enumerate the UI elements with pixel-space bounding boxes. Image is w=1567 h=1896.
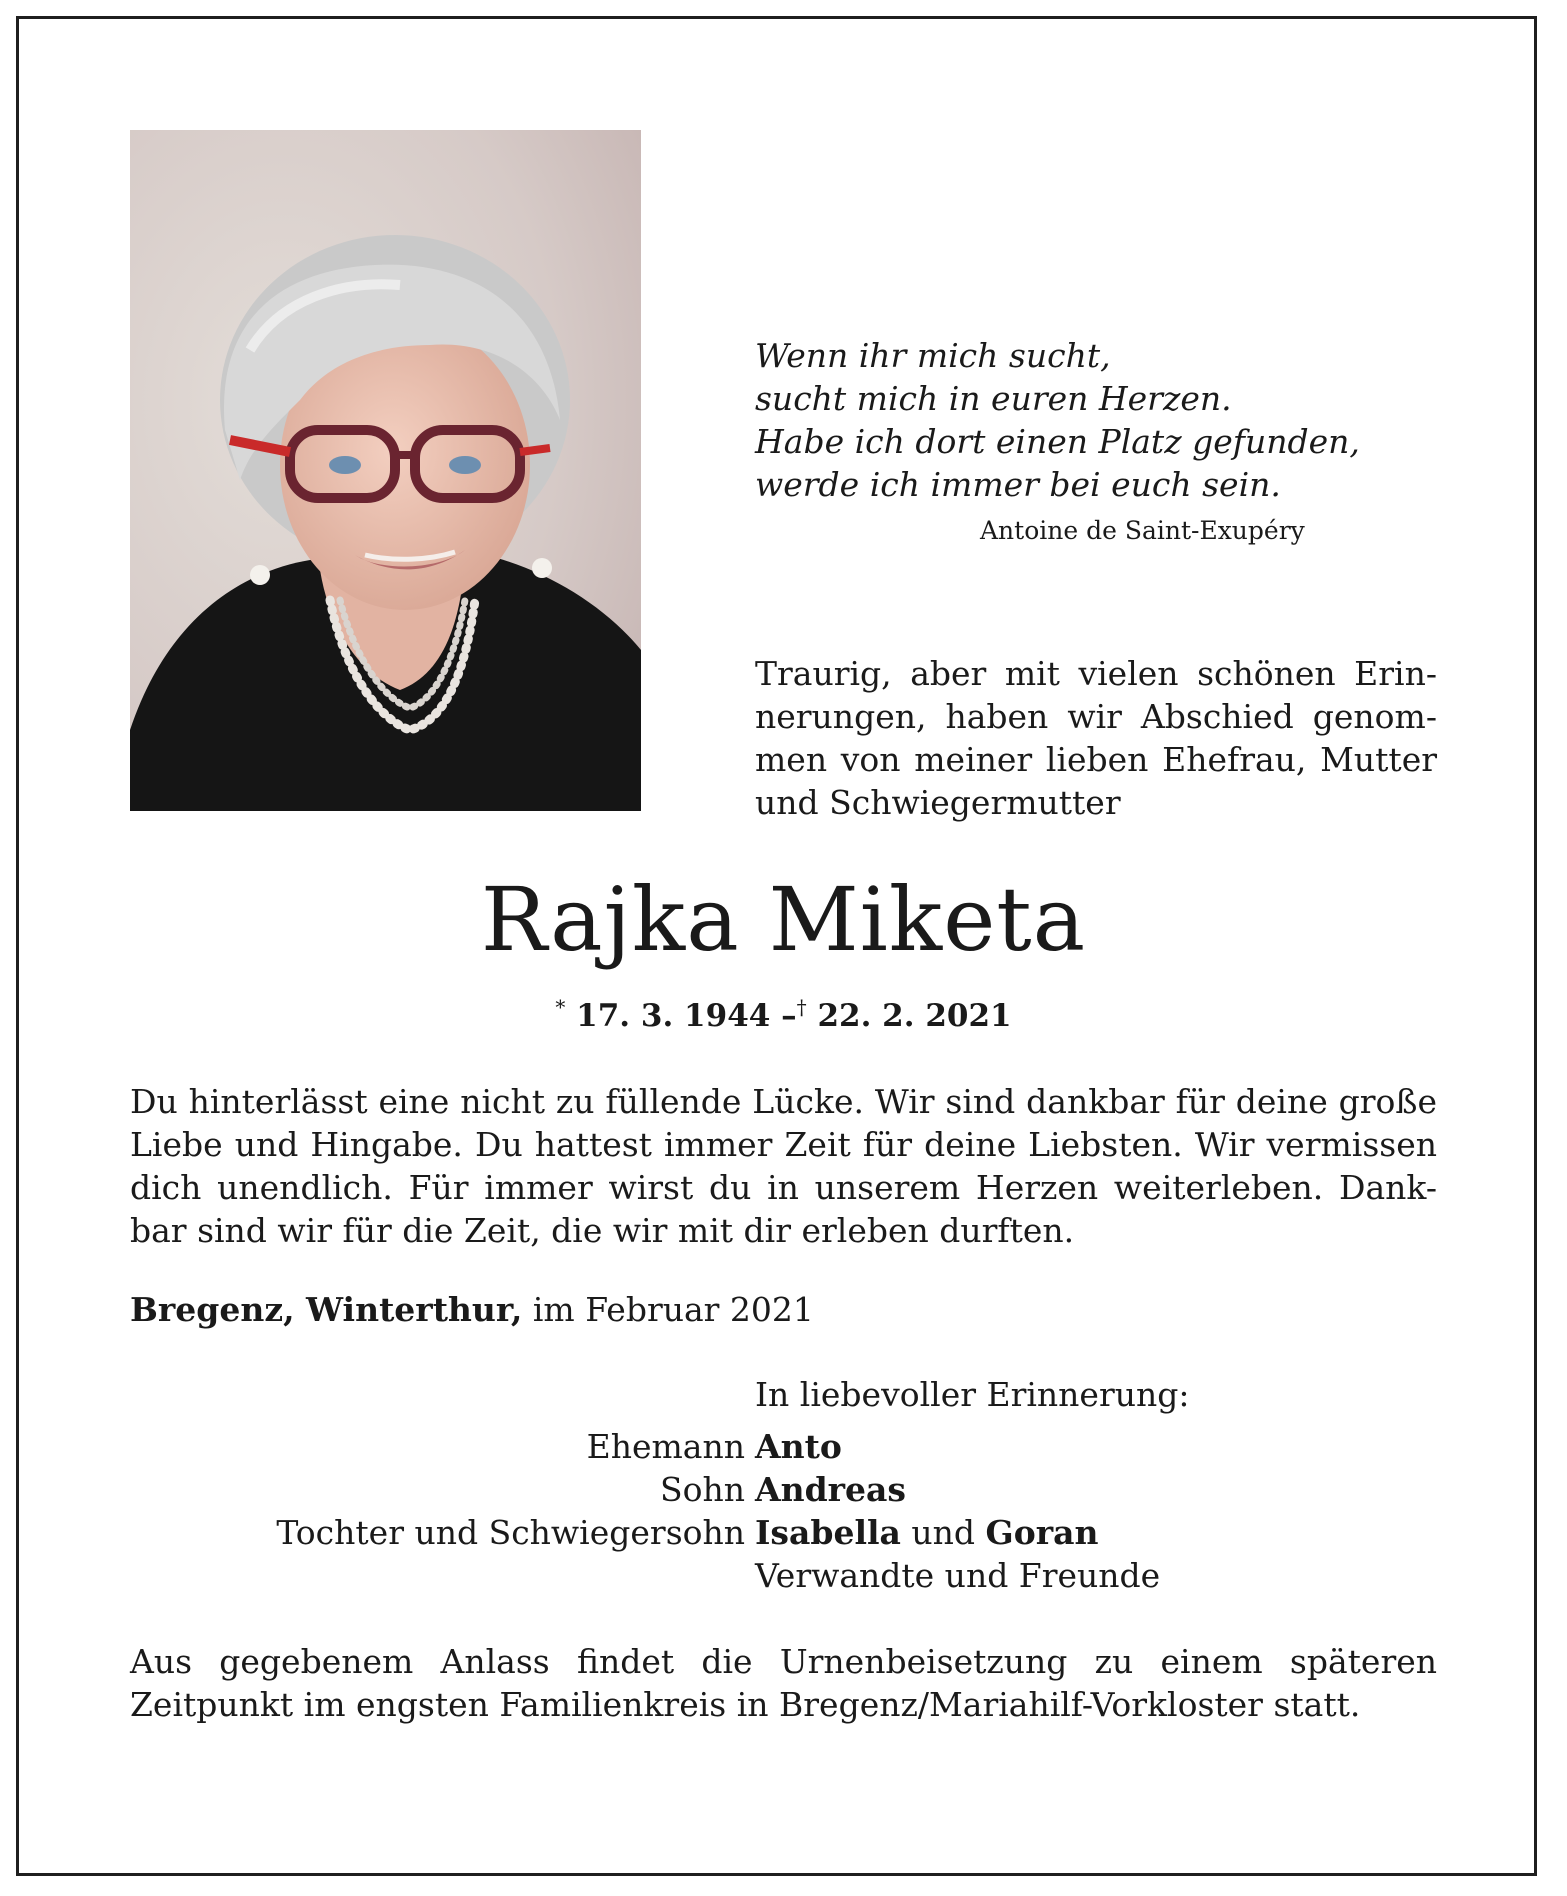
family-row	[130, 1425, 1437, 1468]
family-name: Andreas	[755, 1470, 907, 1509]
place-month: im Februar 2021	[522, 1290, 814, 1329]
intro-line: men von meiner lieben Ehefrau, Mutter	[755, 740, 1437, 779]
closing-line: Zeitpunkt im engsten Familienkreis in Bregenz/Mariahilf-Vorkloster statt.	[130, 1685, 1361, 1724]
death-symbol: †	[796, 995, 807, 1019]
portrait-illustration	[130, 130, 641, 811]
message-line: bar sind wir für die Zeit, die wir mit dir erleben durften.	[130, 1211, 1075, 1250]
life-dates	[0, 995, 1567, 1034]
family-joiner: und	[900, 1513, 986, 1552]
family-name: Goran	[985, 1513, 1099, 1552]
quote-line: werde ich immer bei euch sein.	[755, 465, 1281, 504]
closing-line: Aus gegebenem Anlass findet die Urnenbeisetzung zu einem späteren	[130, 1642, 1437, 1681]
intro-text	[755, 652, 1437, 824]
family-relation: Tochter und Schwiegersohn	[276, 1513, 745, 1552]
message-line: Liebe und Hingabe. Du hattest immer Zeit für deine Liebsten. Wir vermissen	[130, 1125, 1437, 1164]
quote	[755, 334, 1360, 506]
closing-text	[130, 1640, 1437, 1726]
quote-author: Antoine de Saint-Exupéry	[980, 516, 1305, 545]
message-line: dich unendlich. Für immer wirst du in unserem Herzen weiterleben. Dank-	[130, 1168, 1437, 1207]
family-relation: Ehemann	[586, 1427, 745, 1466]
remembrance-heading: In liebevoller Erinnerung:	[755, 1375, 1190, 1414]
message-line: Du hinterlässt eine nicht zu füllende Lücke. Wir sind dankbar für deine große	[130, 1082, 1437, 1121]
portrait-photo	[130, 130, 641, 811]
message-text	[130, 1080, 1437, 1252]
birth-symbol: *	[555, 995, 566, 1019]
intro-line: nerungen, haben wir Abschied genom-	[755, 697, 1437, 736]
intro-line: und Schwiegermutter	[755, 783, 1121, 822]
date-separator: –	[781, 998, 797, 1034]
place-cities: Bregenz, Winterthur,	[130, 1290, 523, 1329]
family-row	[130, 1468, 1437, 1511]
family-relation: Sohn	[660, 1470, 745, 1509]
death-date: 22. 2. 2021	[817, 998, 1012, 1034]
quote-line: Habe ich dort einen Platz gefunden,	[755, 422, 1360, 461]
family-name: Anto	[755, 1427, 842, 1466]
deceased-name: Rajka Miketa	[480, 868, 1087, 971]
intro-line: Traurig, aber mit vielen schönen Erin-	[755, 654, 1437, 693]
place-date	[130, 1290, 814, 1329]
birth-date: 17. 3. 1944	[576, 998, 771, 1034]
family-list	[130, 1425, 1437, 1597]
family-name: Isabella	[755, 1513, 901, 1552]
family-others: Verwandte und Freunde	[755, 1556, 1161, 1595]
quote-line: sucht mich in euren Herzen.	[755, 379, 1232, 418]
family-row	[130, 1554, 1437, 1597]
family-row	[130, 1511, 1437, 1554]
quote-line: Wenn ihr mich sucht,	[755, 336, 1111, 375]
